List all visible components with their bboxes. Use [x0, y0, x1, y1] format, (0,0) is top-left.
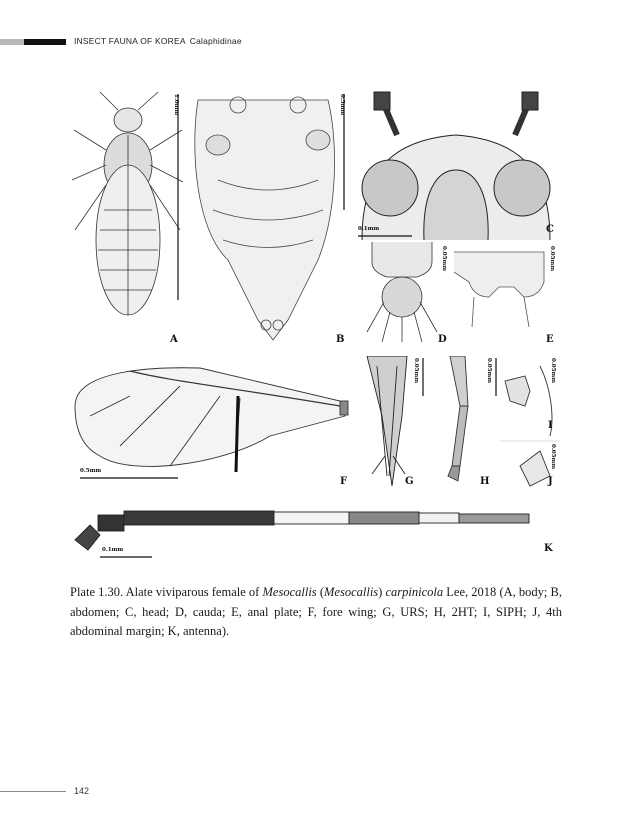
panel-e-scale: 0.05mm	[549, 246, 555, 272]
panel-g-urs-image	[357, 356, 427, 492]
panel-f-scale: 0.5mm	[80, 468, 102, 474]
caption-species: carpinicola	[385, 585, 444, 599]
panel-a-label: A	[170, 334, 178, 345]
panel-b-scale: 0.5mm	[339, 94, 345, 116]
panel-e-label: E	[546, 334, 554, 345]
panel-i-scale: 0.05mm	[550, 358, 556, 384]
panel-h-2ht-image	[430, 356, 498, 492]
panel-k-antenna-image	[70, 495, 560, 560]
panel-b-label: B	[336, 334, 345, 345]
panel-a-body-image	[70, 90, 185, 352]
caption-rest: Lee, 2018 (A, body; B, abdomen; C, head; D, cauda; E, anal plate; F, fore wing; G, URS; H, 2HT; I, SIPH; J, 4th abdominal margin; K, antenna).	[70, 585, 563, 638]
panel-d-cauda-image	[352, 242, 452, 352]
panel-a-scale: 1.0mm	[173, 94, 179, 116]
panel-j-label: J	[548, 476, 553, 487]
caption-intro: Alate viviparous female of	[125, 585, 260, 599]
caption-subgenus: Mesocallis	[324, 585, 379, 599]
running-header	[74, 36, 242, 46]
page-number: 142	[74, 786, 90, 796]
header-bar-black	[24, 39, 66, 45]
panel-d-label: D	[438, 334, 447, 345]
panel-h-scale: 0.05mm	[486, 358, 492, 384]
panel-b-abdomen-image	[188, 90, 348, 352]
running-header-title: INSECT FAUNA OF KOREA	[74, 36, 186, 46]
header-bar-gray	[0, 39, 24, 45]
plate-caption: Plate 1.30. Alate viviparous female of Mesocallis (Mesocallis) carpinicola Lee, 2018 (A, body; B, abdomen; C, head; D, cauda; E, anal plate; F, fore wing; G, URS; H, 2HT; I, SIPH; J, 4th abdominal margin; K, antenna).	[70, 585, 563, 638]
caption-genus: Mesocallis	[262, 585, 317, 599]
panel-c-label: C	[546, 224, 554, 235]
panel-g-scale: 0.05mm	[413, 358, 419, 384]
panel-f-label: F	[340, 476, 348, 487]
panel-e-anal-plate-image	[454, 242, 560, 352]
plate-figure	[70, 90, 560, 560]
panel-c-head-image	[352, 90, 560, 240]
panel-k-scale: 0.1mm	[102, 547, 124, 553]
footer-rule	[0, 791, 66, 792]
panel-c-scale: 0.1mm	[358, 226, 380, 232]
panel-ij-siph-margin-image	[500, 356, 560, 492]
caption-plate-number: Plate 1.30.	[70, 585, 124, 599]
panel-k-label: K	[544, 543, 553, 554]
panel-g-label: G	[405, 476, 414, 487]
panel-d-scale: 0.05mm	[441, 246, 447, 272]
panel-f-fore-wing-image	[70, 356, 355, 492]
running-header-subtitle: Calaphidinae	[189, 36, 242, 46]
panel-i-label: I	[548, 420, 553, 431]
panel-h-label: H	[480, 476, 490, 487]
panel-j-scale: 0.05mm	[550, 444, 556, 470]
